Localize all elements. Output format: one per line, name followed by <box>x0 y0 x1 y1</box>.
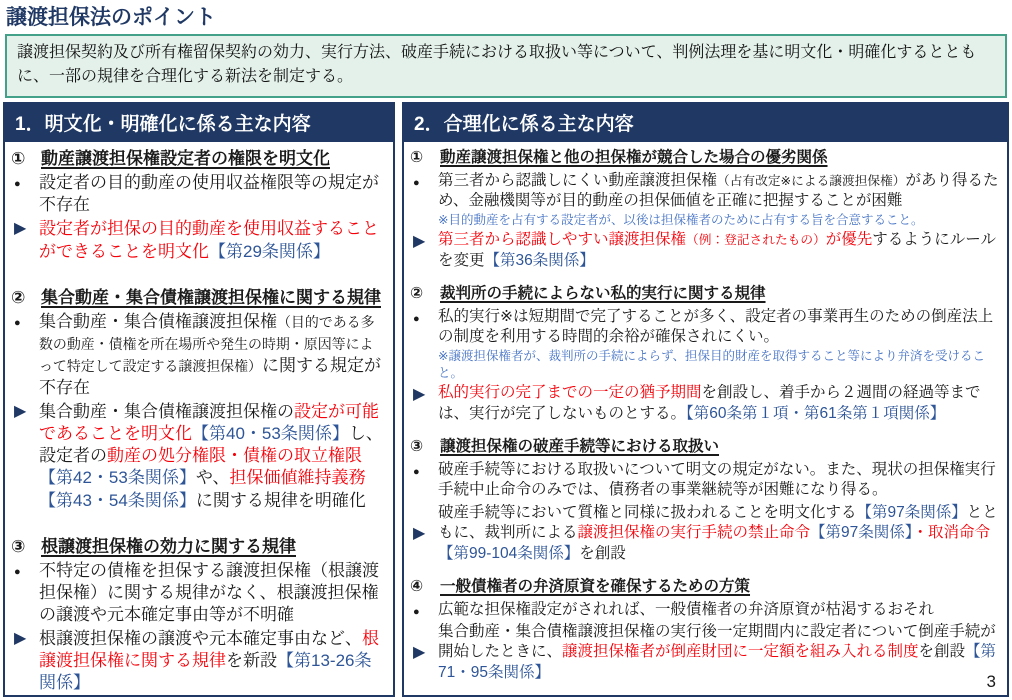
arrow-item <box>410 622 999 683</box>
bullet-item <box>11 311 385 399</box>
item-text <box>39 628 385 694</box>
bullet-icon: ● <box>413 312 420 325</box>
section-number: ② <box>410 285 424 303</box>
bullet-icon: ● <box>14 316 21 329</box>
bullet-icon: ● <box>413 605 420 618</box>
arrow-icon: ▶ <box>14 629 27 647</box>
note-item <box>438 348 999 382</box>
text-segment: 不特定の債権を担保する譲渡担保権（根譲渡担保権）に関する規律がなく、根譲渡担保権の譲渡や元本確定事由等が不明確 <box>39 560 379 624</box>
item-text <box>438 383 999 424</box>
section-number: ② <box>11 287 26 307</box>
section-heading <box>11 287 385 309</box>
text-segment: 第三者から認識しにくい動産譲渡担保権 <box>438 171 718 189</box>
text-segment: 【第40・53条関係】 <box>192 424 349 444</box>
text-segment: に関する規定が不存在 <box>39 355 381 398</box>
text-segment: 【第97条関係】 <box>856 503 967 521</box>
text-segment: ・取消命令 <box>912 524 991 542</box>
text-segment: を創設 <box>918 643 966 661</box>
bullet-icon: ● <box>413 176 420 189</box>
section-heading-text: 一般債権者の弁済原資を確保するための方策 <box>440 578 751 596</box>
arrow-item <box>11 218 385 262</box>
text-segment: ※譲渡担保権者が、裁判所の手続によらず、担保目的財産を取得すること等により弁済を受けること。 <box>438 348 985 380</box>
text-segment: 【第71・95条関係】 <box>438 643 997 681</box>
text-segment: ※目的動産を占有する設定者が、以後は担保権者のために占有する旨を合意すること。 <box>438 212 924 227</box>
column-body <box>5 142 393 700</box>
section-heading <box>11 536 385 558</box>
section-number: ③ <box>11 536 26 556</box>
arrow-item <box>410 383 999 424</box>
section-heading-text: 根譲渡担保権の効力に関する規律 <box>41 536 296 556</box>
item-text <box>39 218 385 262</box>
column-clarification <box>3 102 395 697</box>
text-segment: 破産手続等において質権と同様に扱われることを明文化する <box>438 503 857 521</box>
section-heading-text: 裁判所の手続によらない私的実行に関する規律 <box>440 285 766 303</box>
intro-box <box>5 34 1007 98</box>
text-segment: するようにルールを変更 <box>438 231 996 269</box>
item-text <box>438 171 999 212</box>
text-segment: 設定者が担保の目的動産を使用収益することができることを明文化 <box>39 219 379 261</box>
item-text <box>438 307 999 348</box>
item-text <box>438 600 999 620</box>
section <box>11 148 385 262</box>
section-heading <box>410 577 999 597</box>
section-number: ③ <box>410 438 424 456</box>
text-segment: 集合動産・集合債権譲渡担保権の <box>39 402 294 422</box>
section-heading-text: 集合動産・集合債権譲渡担保権に関する規律 <box>41 287 381 307</box>
bullet-item <box>11 172 385 216</box>
intro-text: 譲渡担保契約及び所有権留保契約の効力、実行方法、破産手続における取扱い等について、判例法理を基に明文化・明確化するとともに、一部の規律を合理化する新法を制定する。 <box>17 44 977 86</box>
text-segment: 【第13-26条関係】 <box>39 651 372 693</box>
section-heading <box>410 437 999 457</box>
text-segment: 譲渡担保権者が倒産財団に一定額を組み入れる制度 <box>562 643 919 661</box>
text-segment: 動産の処分権限・債権の取立権限 <box>107 446 362 466</box>
text-segment: 第三者から認識しやすい譲渡担保権 <box>438 231 687 249</box>
text-segment: 【第97条関係】 <box>810 524 913 542</box>
text-segment: があり得るため、金融機関等が目的動産の担保価値を正確に把握することが困難 <box>438 171 999 210</box>
text-segment: 広範な担保権設定がされれば、一般債権者の弁済原資が枯渇するおそれ <box>438 600 935 618</box>
section <box>410 284 999 424</box>
section <box>410 437 999 564</box>
text-segment: 【第43・54条関係】 <box>39 490 196 510</box>
item-text <box>39 172 385 216</box>
text-segment: 【第42・53条関係】 <box>39 468 196 488</box>
bullet-item <box>11 560 385 626</box>
bullet-item <box>410 307 999 348</box>
section <box>11 536 385 695</box>
section-heading <box>11 148 385 170</box>
section <box>410 148 999 271</box>
text-segment: が優先 <box>825 231 873 249</box>
text-segment: 譲渡担保権の実行手続の禁止命令 <box>577 524 811 542</box>
page-number: 3 <box>986 672 996 691</box>
item-text <box>438 503 999 564</box>
item-text <box>39 311 385 399</box>
item-text <box>39 560 385 626</box>
section-number: ① <box>11 149 26 169</box>
text-segment: 【第29条関係】 <box>209 241 330 261</box>
section-number: ① <box>410 149 424 167</box>
text-segment: 【第99-104条関係】 <box>438 544 580 562</box>
text-segment: し、設定者の <box>39 424 383 466</box>
text-segment: 根譲渡担保権の譲渡や元本確定事由など、 <box>39 628 362 648</box>
text-segment: を創設 <box>579 544 626 562</box>
section-heading-text: 譲渡担保権の破産手続等における取扱い <box>440 438 720 456</box>
text-segment: 集合動産・集合債権譲渡担保権の実行後一定期間内に設定者について倒産手続が開始したときに、 <box>438 622 996 661</box>
column-header: 1．明文化・明確化に係る主な内容 <box>5 104 393 142</box>
text-segment: 根譲渡担保権に関する規律 <box>39 628 379 671</box>
arrow-icon: ▶ <box>14 403 27 421</box>
text-segment: を新設 <box>226 651 277 671</box>
column-rationalization <box>402 102 1009 697</box>
arrow-icon: ▶ <box>413 386 426 404</box>
section-heading <box>410 284 999 304</box>
columns-container <box>3 102 1009 697</box>
text-segment: （占有改定※による譲渡担保権） <box>717 172 906 188</box>
section-heading-text: 動産譲渡担保権設定者の権限を明文化 <box>41 149 330 169</box>
item-text <box>438 460 999 501</box>
arrow-icon: ▶ <box>413 233 426 251</box>
section <box>11 287 385 512</box>
arrow-item <box>410 230 999 271</box>
note-item <box>438 212 999 229</box>
section-heading-text: 動産譲渡担保権と他の担保権が競合した場合の優劣関係 <box>440 149 828 167</box>
bullet-icon: ● <box>14 178 21 191</box>
bullet-item <box>410 600 999 620</box>
text-segment: 破産手続等における取扱いについて明文の規定がない。また、現状の担保権実行手続中止命令のみでは、債務者の事業継続等が困難になり得る。 <box>438 460 996 499</box>
column-header: 2．合理化に係る主な内容 <box>404 104 1007 142</box>
column-body <box>404 142 1007 695</box>
text-segment: を創設し、着手から２週間の経過等までは、実行が完了しないものとする。 <box>438 384 981 422</box>
text-segment: に関する規律を明確化 <box>195 490 366 510</box>
text-segment: や、 <box>195 468 230 488</box>
text-segment: 【第36条関係】 <box>484 251 595 269</box>
bullet-icon: ● <box>413 465 420 478</box>
section-number: ④ <box>410 578 424 596</box>
text-segment: （例：登記されたもの） <box>686 232 826 248</box>
text-segment: 担保価値維持義務 <box>229 468 366 488</box>
text-segment: 【第60条第１項・第61条第１項関係】 <box>686 404 946 422</box>
section-heading <box>410 148 999 168</box>
bullet-icon: ● <box>14 565 21 578</box>
arrow-icon: ▶ <box>14 220 27 238</box>
text-segment: 私的実行の完了までの一定の猶予期間 <box>438 384 702 402</box>
text-segment: とともに、裁判所による <box>438 503 998 542</box>
arrow-item <box>410 503 999 564</box>
arrow-item <box>11 401 385 511</box>
bullet-item <box>410 460 999 501</box>
text-segment: 設定が可能であることを明文化 <box>39 402 379 444</box>
text-segment: 集合動産・集合債権譲渡担保権 <box>39 311 277 331</box>
item-text <box>39 401 385 511</box>
text-segment: 設定者の目的動産の使用収益権限等の規定が不存在 <box>39 173 379 215</box>
text-segment: 私的実行※は短期間で完了することが多く、設定者の事業再生のための倒産法上の制度を利用する時間的余裕が確保されにくい。 <box>438 307 994 346</box>
item-text <box>438 230 999 271</box>
bullet-item <box>410 171 999 212</box>
page-title: 譲渡担保法のポイント <box>6 6 216 29</box>
arrow-icon: ▶ <box>413 524 426 542</box>
arrow-item <box>11 628 385 694</box>
arrow-icon: ▶ <box>413 644 426 662</box>
item-text <box>438 622 999 683</box>
section <box>410 577 999 683</box>
text-segment: （目的である多数の動産・債権を所在場所や発生の時期・原因等によって特定して設定する譲渡担保権） <box>39 313 375 374</box>
